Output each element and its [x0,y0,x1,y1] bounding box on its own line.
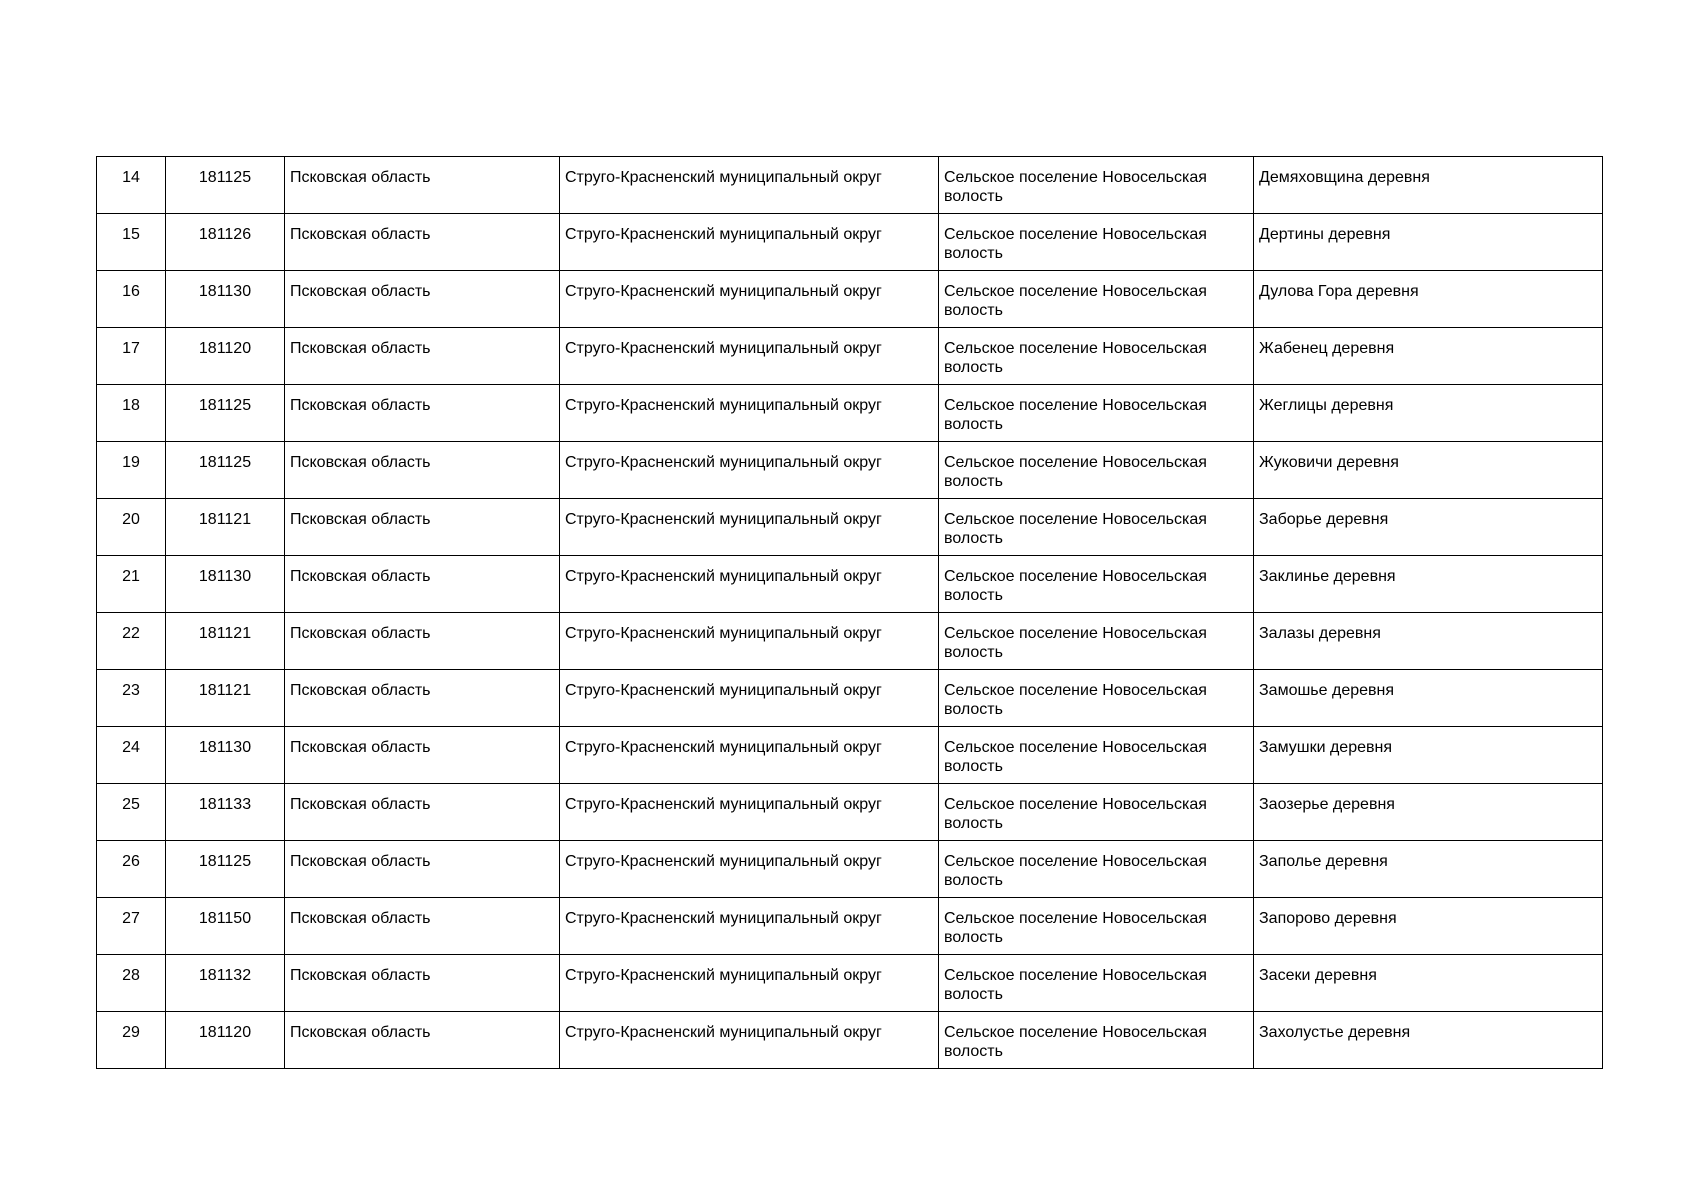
row-number: 26 [97,841,166,898]
table-row [97,271,1603,328]
region-name: Псковская область [285,214,560,271]
locality-name: Жеглицы деревня [1254,385,1603,442]
district-name: Струго-Красненский муниципальный округ [560,499,939,556]
region-name: Псковская область [285,385,560,442]
district-name: Струго-Красненский муниципальный округ [560,556,939,613]
table-row [97,613,1603,670]
settlement-name: Сельское поселение Новосельская волость [939,157,1254,214]
district-name: Струго-Красненский муниципальный округ [560,898,939,955]
table-row [97,898,1603,955]
row-number: 20 [97,499,166,556]
postal-code: 181133 [166,784,285,841]
row-number: 19 [97,442,166,499]
settlement-name: Сельское поселение Новосельская волость [939,784,1254,841]
settlement-name: Сельское поселение Новосельская волость [939,442,1254,499]
region-name: Псковская область [285,841,560,898]
region-name: Псковская область [285,1012,560,1069]
settlement-name: Сельское поселение Новосельская волость [939,613,1254,670]
region-name: Псковская область [285,556,560,613]
region-name: Псковская область [285,784,560,841]
table-row [97,1012,1603,1069]
locality-name: Заозерье деревня [1254,784,1603,841]
table-row [97,385,1603,442]
district-name: Струго-Красненский муниципальный округ [560,1012,939,1069]
locality-name: Жабенец деревня [1254,328,1603,385]
postal-code: 181126 [166,214,285,271]
region-name: Псковская область [285,955,560,1012]
district-name: Струго-Красненский муниципальный округ [560,328,939,385]
district-name: Струго-Красненский муниципальный округ [560,442,939,499]
district-name: Струго-Красненский муниципальный округ [560,670,939,727]
row-number: 24 [97,727,166,784]
region-name: Псковская область [285,271,560,328]
district-name: Струго-Красненский муниципальный округ [560,271,939,328]
district-name: Струго-Красненский муниципальный округ [560,841,939,898]
region-name: Псковская область [285,670,560,727]
row-number: 22 [97,613,166,670]
settlement-name: Сельское поселение Новосельская волость [939,727,1254,784]
postal-code: 181130 [166,556,285,613]
district-name: Струго-Красненский муниципальный округ [560,784,939,841]
table-row [97,784,1603,841]
row-number: 15 [97,214,166,271]
table-body [97,157,1603,1069]
locality-name: Жуковичи деревня [1254,442,1603,499]
row-number: 27 [97,898,166,955]
region-name: Псковская область [285,157,560,214]
locality-name: Дертины деревня [1254,214,1603,271]
row-number: 14 [97,157,166,214]
table-row [97,499,1603,556]
region-name: Псковская область [285,727,560,784]
settlements-table [96,156,1603,1069]
table-row [97,955,1603,1012]
settlement-name: Сельское поселение Новосельская волость [939,214,1254,271]
postal-code: 181121 [166,499,285,556]
postal-code: 181130 [166,271,285,328]
postal-code: 181120 [166,328,285,385]
locality-name: Заклинье деревня [1254,556,1603,613]
locality-name: Заполье деревня [1254,841,1603,898]
region-name: Псковская область [285,328,560,385]
settlement-name: Сельское поселение Новосельская волость [939,898,1254,955]
postal-code: 181125 [166,385,285,442]
row-number: 18 [97,385,166,442]
region-name: Псковская область [285,442,560,499]
locality-name: Засеки деревня [1254,955,1603,1012]
row-number: 29 [97,1012,166,1069]
locality-name: Запорово деревня [1254,898,1603,955]
postal-code: 181132 [166,955,285,1012]
postal-code: 181121 [166,613,285,670]
row-number: 21 [97,556,166,613]
postal-code: 181130 [166,727,285,784]
settlement-name: Сельское поселение Новосельская волость [939,499,1254,556]
locality-name: Залазы деревня [1254,613,1603,670]
postal-code: 181121 [166,670,285,727]
district-name: Струго-Красненский муниципальный округ [560,727,939,784]
district-name: Струго-Красненский муниципальный округ [560,157,939,214]
row-number: 17 [97,328,166,385]
locality-name: Захолустье деревня [1254,1012,1603,1069]
table-row [97,157,1603,214]
row-number: 28 [97,955,166,1012]
settlement-name: Сельское поселение Новосельская волость [939,670,1254,727]
settlement-name: Сельское поселение Новосельская волость [939,841,1254,898]
postal-code: 181125 [166,157,285,214]
district-name: Струго-Красненский муниципальный округ [560,385,939,442]
postal-code: 181150 [166,898,285,955]
region-name: Псковская область [285,499,560,556]
row-number: 16 [97,271,166,328]
locality-name: Заборье деревня [1254,499,1603,556]
region-name: Псковская область [285,898,560,955]
table-row [97,214,1603,271]
settlement-name: Сельское поселение Новосельская волость [939,955,1254,1012]
postal-code: 181120 [166,1012,285,1069]
locality-name: Замошье деревня [1254,670,1603,727]
table-row [97,328,1603,385]
row-number: 25 [97,784,166,841]
settlement-name: Сельское поселение Новосельская волость [939,328,1254,385]
settlement-name: Сельское поселение Новосельская волость [939,556,1254,613]
district-name: Струго-Красненский муниципальный округ [560,214,939,271]
postal-code: 181125 [166,841,285,898]
locality-name: Дулова Гора деревня [1254,271,1603,328]
locality-name: Демяховщина деревня [1254,157,1603,214]
table-row [97,727,1603,784]
settlement-name: Сельское поселение Новосельская волость [939,1012,1254,1069]
table-row [97,670,1603,727]
postal-code: 181125 [166,442,285,499]
region-name: Псковская область [285,613,560,670]
locality-name: Замушки деревня [1254,727,1603,784]
district-name: Струго-Красненский муниципальный округ [560,613,939,670]
table-row [97,556,1603,613]
settlement-name: Сельское поселение Новосельская волость [939,271,1254,328]
row-number: 23 [97,670,166,727]
settlement-name: Сельское поселение Новосельская волость [939,385,1254,442]
table-row [97,442,1603,499]
table-row [97,841,1603,898]
district-name: Струго-Красненский муниципальный округ [560,955,939,1012]
